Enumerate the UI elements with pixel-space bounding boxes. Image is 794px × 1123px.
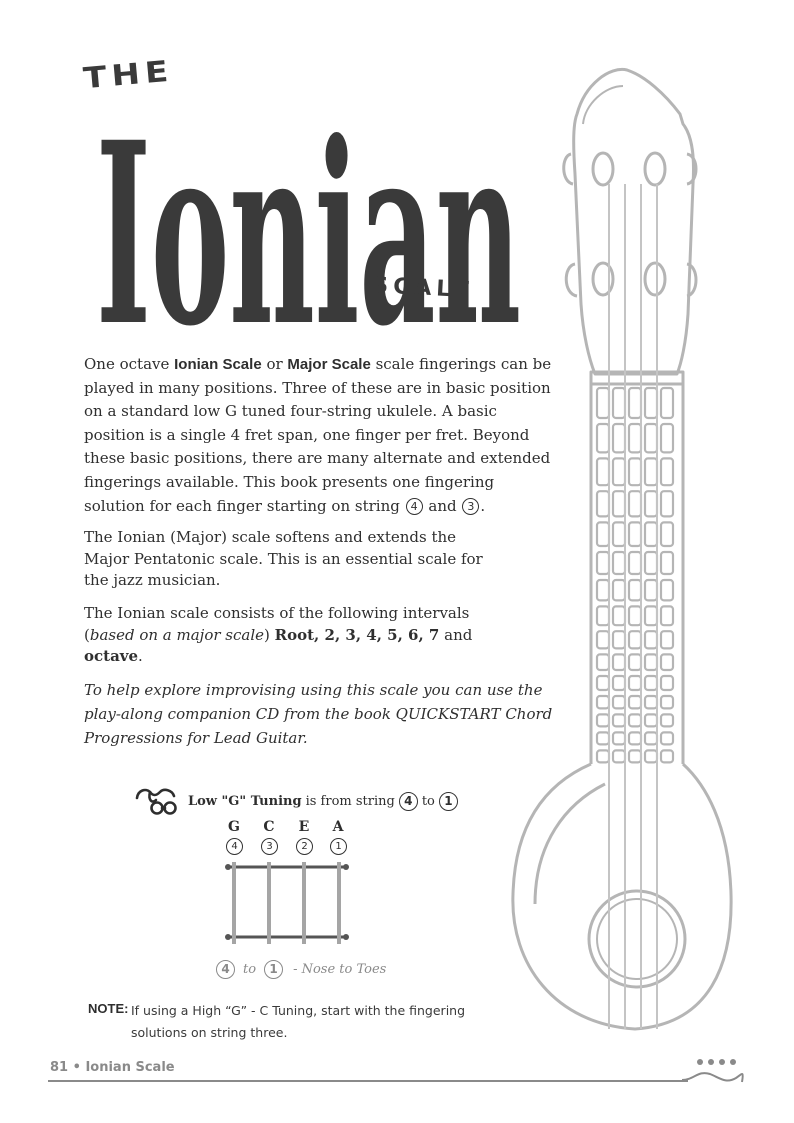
footer-page-label: 81 • Ionian Scale: [50, 1060, 175, 1075]
fret-cell: [661, 631, 673, 648]
fret-cell: [661, 732, 673, 744]
fret-cell: [597, 631, 609, 648]
fret-cell: [661, 580, 673, 600]
fret-cell: [613, 458, 625, 485]
fret-cell: [629, 696, 641, 708]
text-run: scale fingerings can be played in many positions. Three of these are in basic position on a standard low G tuned four-string ukulele. A basic position is a single 4 fret span, one finger per fret. Beyond these basic positions, there are many alternate and extended fingerings available. This book presents one fingering solution for each finger starting on string: [84, 355, 552, 515]
fret-cell: [629, 491, 641, 516]
string-number-badge: 3: [462, 498, 479, 515]
fretboard-diagram: [225, 860, 349, 946]
string-letter: A: [332, 819, 344, 835]
fret-cell: [645, 750, 657, 762]
fret-cell: [613, 696, 625, 708]
footer-rule: [48, 1080, 688, 1082]
fret-cell: [645, 388, 657, 418]
interval-list: Root, 2, 3, 4, 5, 6, 7: [274, 625, 440, 644]
footer-ornament-icon: [680, 1056, 750, 1088]
fret-cell: [613, 424, 625, 452]
title-scale: SCALE: [371, 273, 476, 304]
string-number-badge: 4: [406, 498, 423, 515]
fret-cell: [645, 552, 657, 574]
text-run: One octave: [84, 355, 175, 373]
note-text: If using a High “G” - C Tuning, start with the fingering solutions on string three.: [131, 1003, 466, 1040]
fret-cell: [629, 750, 641, 762]
title-the: THE: [82, 54, 175, 96]
fret-cell: [597, 750, 609, 762]
fret-cell: [597, 580, 609, 600]
fret-cell: [661, 714, 673, 726]
fret-cell: [597, 552, 609, 574]
fret-cell: [661, 522, 673, 546]
ionian-scale-term: Ionian Scale: [174, 356, 262, 373]
fret-cell: [645, 491, 657, 516]
cd-paragraph: To help explore improvising using this scale you can use the play-along companion CD from the book QUICKSTART Chord Progressions for Lead Guitar.: [84, 681, 553, 747]
text-run: .: [480, 496, 486, 515]
string-number-badge: 4: [216, 960, 235, 979]
string-number-badge: 1: [264, 960, 283, 979]
caption-to: to: [243, 962, 257, 977]
tuning-text: is from string: [305, 793, 395, 809]
tuning-name: Low "G" Tuning: [188, 793, 302, 809]
fret-cell: [613, 750, 625, 762]
string-letter: G: [228, 819, 240, 835]
fret-cell: [629, 732, 641, 744]
fret-cell: [597, 654, 609, 670]
fret-cell: [645, 631, 657, 648]
fret-cell: [645, 714, 657, 726]
fret-cell: [645, 732, 657, 744]
fret-cell: [597, 696, 609, 708]
intervals-paragraph: [84, 603, 484, 668]
fret-cell: [613, 631, 625, 648]
text-run: ): [264, 625, 275, 644]
fret-cell: [597, 732, 609, 744]
fret-cell: [597, 491, 609, 516]
fret-cell: [645, 606, 657, 625]
text-run: and: [439, 625, 473, 644]
string-number-badge: 1: [439, 792, 458, 811]
fret-cell: [629, 458, 641, 485]
fret-cell: [629, 580, 641, 600]
intro-paragraph: [84, 353, 554, 518]
fret-cell: [661, 552, 673, 574]
major-scale-term: Major Scale: [287, 356, 371, 373]
string-number-badge: 4: [399, 792, 418, 811]
string-letter: E: [298, 819, 310, 835]
fret-cell: [645, 522, 657, 546]
fret-cell: [613, 522, 625, 546]
fret-cell: [597, 424, 609, 452]
tuning-line: [134, 786, 462, 816]
fret-cell: [597, 606, 609, 625]
fret-cell: [613, 388, 625, 418]
fret-cell: [661, 458, 673, 485]
pentatonic-paragraph: The Ionian (Major) scale softens and extends the Major Pentatonic scale. This is an essential scale for the jazz musician.: [84, 528, 483, 589]
fret-cell: [629, 714, 641, 726]
note-label: NOTE:: [88, 1001, 129, 1016]
fret-cell: [629, 631, 641, 648]
fret-cell: [629, 424, 641, 452]
fret-cell: [629, 522, 641, 546]
fret-cell: [645, 654, 657, 670]
fret-cell: [613, 491, 625, 516]
fret-cell: [613, 732, 625, 744]
fret-cell: [613, 552, 625, 574]
string-letter: C: [263, 819, 275, 835]
string-number-badge: 4: [226, 838, 243, 855]
fret-cell: [597, 714, 609, 726]
string-number-badge: 3: [261, 838, 278, 855]
fret-cell: [661, 696, 673, 708]
fret-cell: [613, 580, 625, 600]
fret-cell: [597, 676, 609, 690]
fret-cell: [661, 388, 673, 418]
tuning-to: to: [421, 793, 435, 809]
text-run-italic: based on a major scale: [89, 625, 265, 644]
fret-cell: [597, 388, 609, 418]
octave-term: octave: [84, 647, 139, 665]
fret-cell: [645, 580, 657, 600]
string-number-badge: 2: [296, 838, 313, 855]
fret-cell: [613, 714, 625, 726]
fret-cell: [613, 654, 625, 670]
fret-cell: [597, 458, 609, 485]
text-run: and: [423, 496, 462, 515]
fret-cell: [645, 424, 657, 452]
fret-cell: [645, 458, 657, 485]
glasses-nose-icon: [134, 786, 182, 816]
fret-cell: [645, 696, 657, 708]
fret-cell: [645, 676, 657, 690]
fret-cell: [613, 606, 625, 625]
text-run: or: [261, 355, 288, 373]
fret-cell: [613, 676, 625, 690]
fret-cell: [661, 606, 673, 625]
text-run: The Ionian scale consists of the following intervals (: [84, 604, 470, 644]
fret-cell: [629, 552, 641, 574]
fret-cell: [629, 606, 641, 625]
text-run: .: [138, 647, 143, 665]
fret-cell: [661, 424, 673, 452]
fret-cell: [629, 676, 641, 690]
caption-text: - Nose to Toes: [293, 962, 387, 977]
fret-cell: [661, 654, 673, 670]
fret-cell: [661, 676, 673, 690]
fret-cell: [629, 388, 641, 418]
title-ionian-text: Ionian: [96, 87, 521, 342]
nose-to-toes-caption: [212, 960, 386, 979]
fret-cell: [597, 522, 609, 546]
string-number-badge: 1: [330, 838, 347, 855]
ukulele-illustration: [505, 64, 735, 1044]
fret-cell: [661, 491, 673, 516]
fret-cell: [629, 654, 641, 670]
fret-cell: [661, 750, 673, 762]
